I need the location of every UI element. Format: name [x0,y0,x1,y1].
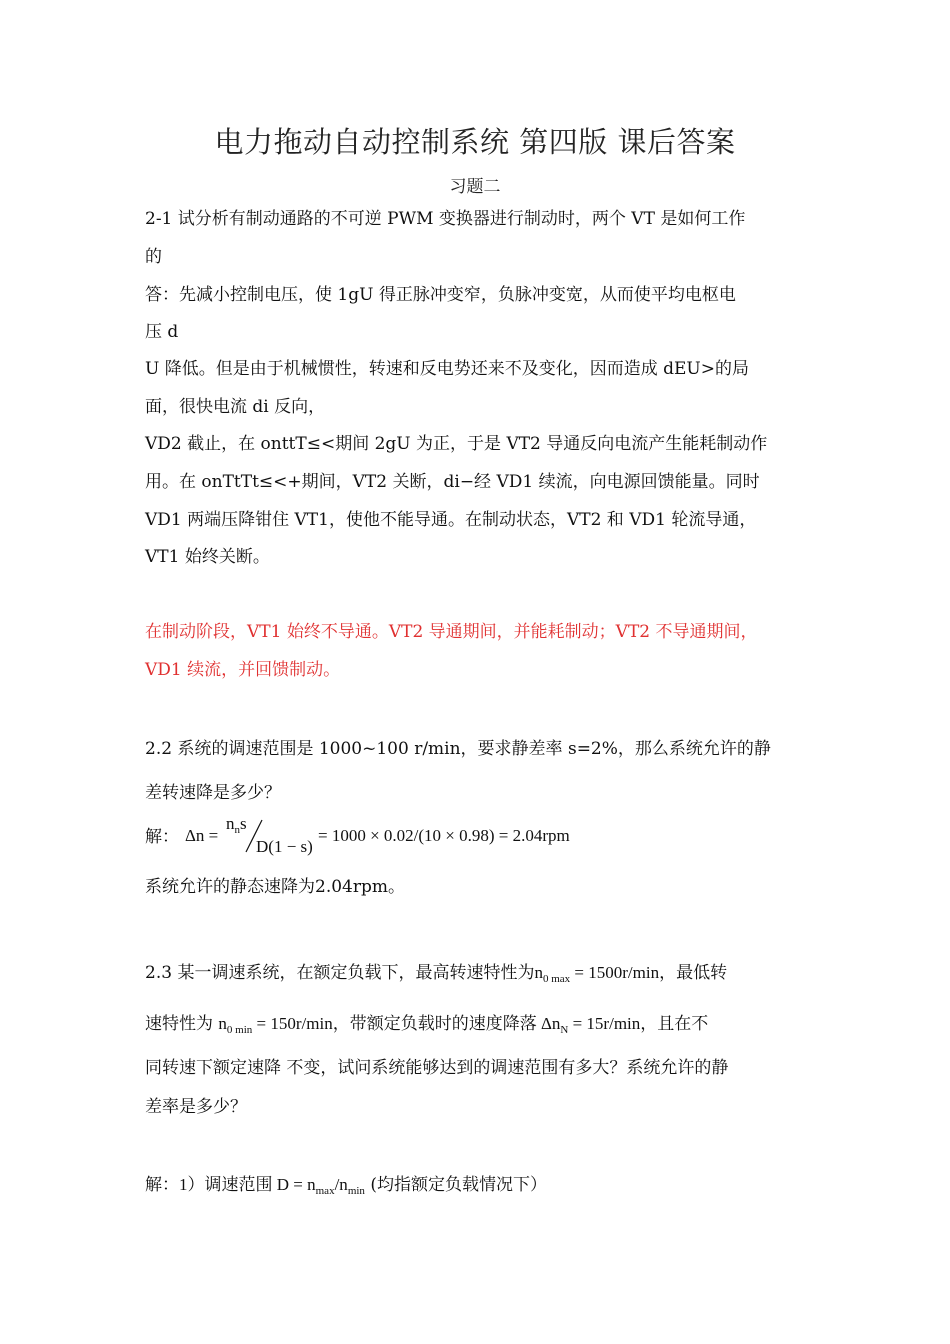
section-subtitle: 习题二 [449,177,501,197]
answer-line: 答：先减小控制电压，使 1gU 得正脉冲变窄，负脉冲变宽，从而使平均电枢电 [145,285,736,305]
var-n: n [218,1014,227,1033]
answer-line: U 降低。但是由于机械惯性，转速和反电势还来不及变化，因而造成 dEU>的局 [145,359,749,379]
text-segment: /n [334,1175,348,1194]
q2-2-conclusion: 系统允许的静态速降为2.04rpm。 [145,877,405,897]
q2-3-line [145,962,815,990]
text-segment: = 150r/min，带额定负载时的速度降落 [252,1014,541,1033]
var-n: n [534,963,543,982]
numerator-s: s [240,814,247,833]
text-segment: 2.3 某一调速系统，在额定负载下，最高转速特性为 [145,963,535,983]
q2-1-line: 2-1 试分析有制动通路的不可逆 PWM 变换器进行制动时，两个 VT 是如何工作 [145,209,746,229]
var-sub: max [315,1185,335,1197]
q2-2-line: 差转速降是多少？ [145,783,281,803]
q2-1-line: 的 [145,247,162,267]
var-delta-n: Δn [540,1014,561,1033]
answer-line: VD1 两端压降钳住 VT1，使他不能导通。在制动状态，VT2 和 VD1 轮流导通， [145,510,757,530]
var-sub: 0 min [226,1024,253,1036]
answer-line: 压 d [145,322,179,342]
answer-line: 面，很快电流 di 反向， [145,397,326,417]
text-segment: 速特性为 [145,1014,219,1034]
formula-result: = 1000 × 0.02/(10 × 0.98) = 2.04rpm [318,826,570,845]
var-sub: N [560,1024,569,1036]
numerator-sub: n [234,824,240,836]
answer-line: VT1 始终关断。 [145,547,270,567]
solution-label: 解： [145,827,179,847]
text-segment: (均指额定负载情况下） [364,1175,547,1195]
page-title: 电力拖动自动控制系统 第四版 课后答案 [214,125,736,159]
text-segment: = 15r/min，且在不 [568,1014,709,1033]
q2-3-line: 差率是多少？ [145,1097,247,1117]
q2-2-line: 2.2 系统的调速范围是 1000~100 r/min，要求静差率 s=2%，那么系统允许的静 [145,739,771,759]
highlighted-answer-line: VD1 续流，并回馈制动。 [145,660,341,680]
answer-line: 用。在 onTtTt≤<+期间，VT2 关断，di−经 VD1 续流，向电源回馈能量。同时 [145,472,760,492]
formula-lhs: Δn = [185,826,219,845]
answer-line: VD2 截止，在 onttT≤<期间 2gU 为正，于是 VT2 导通反向电流产生能耗制动作 [145,434,768,454]
numerator-n: n [226,814,235,833]
q2-3-line: 同转速下额定速降 不变，试问系统能够达到的调速范围有多大？系统允许的静 [145,1058,729,1078]
text-segment: = 1500r/min，最低转 [570,963,728,982]
highlighted-answer-line: 在制动阶段，VT1 始终不导通。VT2 导通期间，并能耗制动；VT2 不导通期间， [145,622,758,642]
var-sub: 0 max [542,973,571,985]
var-sub: min [347,1185,365,1197]
q2-3-line [145,1013,815,1041]
fraction-denominator: D(1 − s) [256,837,313,856]
text-segment: 解：1）调速范围 D = n [145,1175,316,1194]
q2-3-solution-line [145,1174,815,1202]
